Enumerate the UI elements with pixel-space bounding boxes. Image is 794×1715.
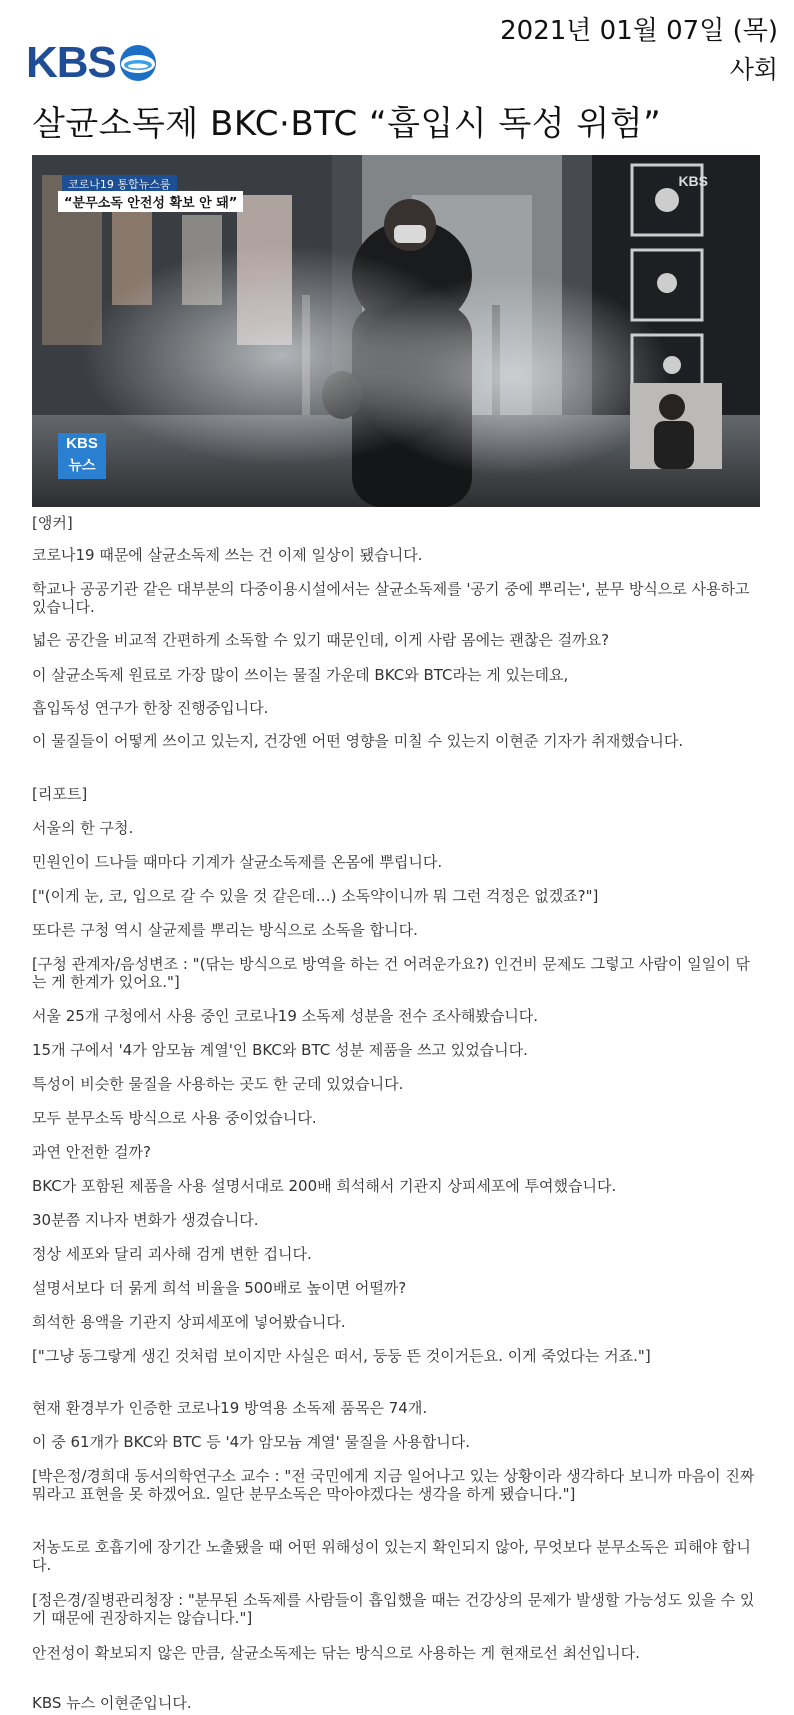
- badge-line1: KBS: [66, 435, 98, 452]
- paragraph: 이 물질들이 어떻게 쓰이고 있는지, 건강엔 어떤 영향을 미칠 수 있는지 이현준 기자가 취재했습니다.: [32, 732, 684, 750]
- paragraph: 설명서보다 더 묽게 희석 비율을 500배로 높이면 어떨까?: [32, 1279, 407, 1297]
- article-date: 2021년 01월 07일 (목): [500, 16, 778, 46]
- caption-main: “분무소독 안전성 확보 안 돼”: [58, 191, 243, 212]
- watermark: KBS: [678, 173, 708, 189]
- section-label: 사회: [729, 55, 778, 84]
- paragraph: 특성이 비슷한 물질을 사용하는 곳도 한 군데 있었습니다.: [32, 1075, 404, 1093]
- paragraph: [구청 관계자/음성변조 : "(닦는 방식으로 방역을 하는 건 어려운가요?) 인건비 문제도 그렇고 사람이 일일이 닦는 게 한계가 있어요."]: [32, 955, 750, 991]
- news-photo: [32, 155, 760, 507]
- paragraph: BKC가 포함된 제품을 사용 설명서대로 200배 희석해서 기관지 상피세포에 투여했습니다.: [32, 1177, 617, 1195]
- kbs-news-badge: [58, 433, 106, 479]
- logo-text: KBS: [26, 38, 116, 87]
- paragraph: 저농도로 호흡기에 장기간 노출됐을 때 어떤 위해성이 있는지 확인되지 않아, 무엇보다 분무소독은 피해야 합니다.: [32, 1538, 751, 1574]
- paragraph: 서울 25개 구청에서 사용 중인 코로나19 소독제 성분을 전수 조사해봤습니다.: [32, 1007, 539, 1025]
- paragraph: 서울의 한 구청.: [32, 819, 134, 837]
- paragraph: 과연 안전한 걸까?: [32, 1143, 151, 1161]
- paragraph: 희석한 용액을 기관지 상피세포에 넣어봤습니다.: [32, 1313, 346, 1331]
- paragraph: 또다른 구청 역시 살균제를 뿌리는 방식으로 소독을 합니다.: [32, 921, 418, 939]
- paragraph: 코로나19 때문에 살균소독제 쓰는 건 이제 일상이 됐습니다.: [32, 546, 423, 564]
- paragraph: 정상 세포와 달리 괴사해 검게 변한 겁니다.: [32, 1245, 312, 1263]
- paragraph: [박은정/경희대 동서의학연구소 교수 : "전 국민에게 지금 일어나고 있는 상황이라 생각하다 보니까 마음이 진짜 뭐라고 표현을 못 하겠어요. 일단 분무소독은 막아야겠다는 생각을 하게 됐습니다."]: [32, 1467, 755, 1503]
- paragraph: KBS 뉴스 이현준입니다.: [32, 1694, 192, 1712]
- headline: 살균소독제 BKC·BTC “흡입시 독성 위험”: [32, 104, 662, 144]
- paragraph: 이 살균소독제 원료로 가장 많이 쓰이는 물질 가운데 BKC와 BTC라는 게 있는데요,: [32, 666, 569, 684]
- caption-top: 코로나19 통합뉴스룸: [62, 175, 177, 193]
- paragraph: ["그냥 동그랗게 생긴 것처럼 보이지만 사실은 떠서, 둥둥 뜬 것이거든요. 이게 죽었다는 거죠."]: [32, 1347, 651, 1365]
- paragraph: 30분쯤 지나자 변화가 생겼습니다.: [32, 1211, 259, 1229]
- paragraph: 모두 분무소독 방식으로 사용 중이었습니다.: [32, 1109, 317, 1127]
- paragraph: 안전성이 확보되지 않은 만큼, 살균소독제는 닦는 방식으로 사용하는 게 현재로선 최선입니다.: [32, 1644, 640, 1662]
- paragraph: [정은경/질병관리청장 : "분무된 소독제를 사람들이 흡입했을 때는 건강상의 문제가 발생할 가능성도 있을 수 있기 때문에 권장하지는 않습니다."]: [32, 1591, 755, 1627]
- paragraph: 넓은 공간을 비교적 간편하게 소독할 수 있기 때문인데, 이게 사람 몸에는 괜찮은 걸까요?: [32, 631, 610, 649]
- paragraph: 학교나 공공기관 같은 대부분의 다중이용시설에서는 살균소독제를 '공기 중에 뿌리는', 분무 방식으로 사용하고 있습니다.: [32, 580, 750, 616]
- paragraph: [리포트]: [32, 785, 88, 803]
- paragraph: 민원인이 드나들 때마다 기계가 살균소독제를 온몸에 뿌립니다.: [32, 853, 443, 871]
- paragraph: 15개 구에서 '4가 암모늄 계열'인 BKC와 BTC 성분 제품을 쓰고 있었습니다.: [32, 1041, 528, 1059]
- kbs-eye-icon: [118, 43, 158, 83]
- badge-line2: 뉴스: [68, 457, 96, 473]
- paragraph: 흡입독성 연구가 한창 진행중입니다.: [32, 699, 269, 717]
- paragraph: ["(이게 눈, 코, 입으로 갈 수 있을 것 같은데…) 소독약이니까 뭐 그런 걱정은 없겠죠?"]: [32, 887, 599, 905]
- paragraph: 이 중 61개가 BKC와 BTC 등 '4가 암모늄 계열' 물질을 사용합니다.: [32, 1433, 470, 1451]
- paragraph: [앵커]: [32, 514, 73, 532]
- kbs-logo: [26, 40, 158, 86]
- paragraph: 현재 환경부가 인증한 코로나19 방역용 소독제 품목은 74개.: [32, 1399, 428, 1417]
